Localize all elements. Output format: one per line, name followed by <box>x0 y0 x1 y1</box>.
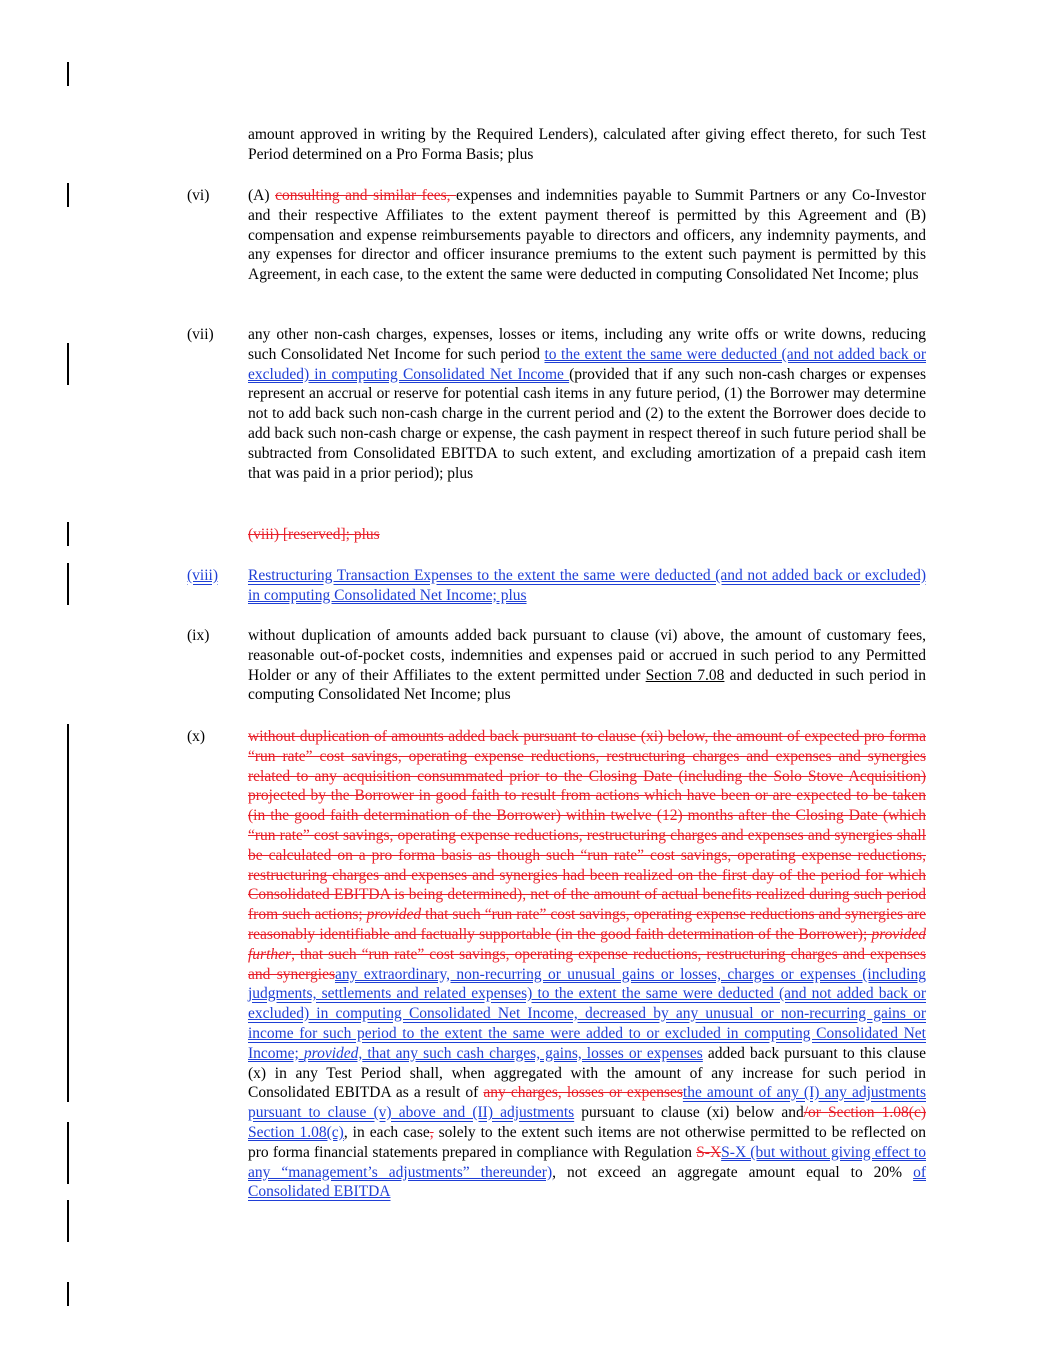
change-bar <box>67 1122 69 1164</box>
clause-number: (vii) <box>187 326 214 343</box>
paragraph-text: amount approved in writing by the Required Lenders), calculated after giving effect thereto, for such Test Period determined on a Pro Forma Basis; plus <box>248 126 926 163</box>
clause-text <box>248 525 926 545</box>
change-bar <box>67 183 69 207</box>
deleted-text: any charges, losses or expenses <box>483 1084 683 1102</box>
clause-text: any other non-cash charges, expenses, losses or items, including any write offs or write downs, reducing such Consolidated Net Income for such period to the extent the same were deducted (and not added back or excluded) in computing Consolidated Net Income (provided that if any such non-cash charges or expenses represent an accrual or reserve for potential cash items in any future period, (1) the Borrower may determine not to add back such non-cash charge in the current period and (2) to the extent the Borrower does decide to add back such non-cash charge or expense, the cash payment in respect thereof in such future period shall be subtracted from Consolidated EBITDA to such extent, and excluding amortization of a prepaid cash item that was paid in a prior period); plus <box>248 326 926 482</box>
deleted-text: consulting and similar fees, <box>275 187 457 204</box>
change-bar <box>67 522 69 546</box>
change-bar <box>67 1164 69 1184</box>
inserted-text: the amount of any (I) any adjustments pursuant to clause (v) above and (II) adjustments <box>248 1084 926 1122</box>
clause-text: (A) consulting and similar fees, expenses and indemnities payable to Summit Partners or any Co-Investor and their respective Affiliates to the extent payment thereof is permitted by this Agreement and (B) compensation and expense reimbursements payable to directors and officers, any indemnity payments, and any expenses for director and officer insurance premiums to the extent such payment is permitted by this Agreement, in each case, to the extent the same were deducted in computing Consolidated Net Income; plus <box>248 187 926 284</box>
section-reference: Section 7.08 <box>645 666 725 684</box>
deleted-text: provided further <box>248 925 926 963</box>
clause-number: (ix) <box>187 627 210 644</box>
inserted-text: of Consolidated EBITDA <box>248 1163 926 1201</box>
change-bar <box>67 62 69 86</box>
clause-text <box>248 566 926 606</box>
change-bar <box>67 1282 69 1306</box>
change-bar <box>67 1200 69 1242</box>
deleted-text: without duplication of amounts added back pursuant to clause (xi) below, the amount of expected pro forma “run rate” cost savings, operating expense reductions, restructuring charges and expenses and synergies related to any acquisition consummated prior to the Closing Date (including the Solo Stove Acquisition) projected by the Borrower in good faith to result from actions which have been or are expected to be taken (in the good faith determination of the Borrower) within twelve (12) months after the Closing Date (which “run rate” cost savings, operating expense reductions, restructuring charges and expenses and synergies shall be calculated on a pro forma basis as though such “run rate” cost savings, operating expense reductions, restructuring charges and expenses and synergies had been realized on the first day of the period for which Consolidated EBITDA is being determined), net of the amount of actual benefits realized during such period from such actions; <box>248 728 926 924</box>
inserted-text: Restructuring Transaction Expenses to the extent the same were deducted (and not added back or excluded) in computing Consolidated Net Income; plus <box>248 567 926 604</box>
clause-number: (x) <box>187 728 206 745</box>
inserted-text: to the extent the same were deducted (and not added back or excluded) in computing Consolidated Net Income <box>248 345 926 383</box>
change-bar <box>67 724 69 1102</box>
deleted-text: that such “run rate” cost savings, operating expense reductions and synergies are reasonably identifiable and factually supportable (in the good faith determination of the Borrower); <box>248 906 926 943</box>
inserted-text: provided, <box>303 1044 363 1062</box>
deleted-text: /or Section 1.08(c) <box>803 1104 926 1122</box>
inserted-text: S-X (but without giving effect to any “management’s adjustments” thereunder) <box>248 1143 926 1181</box>
deleted-text: (viii) [reserved]; plus <box>248 526 380 543</box>
inserted-text: Section 1.08(c) <box>248 1123 344 1141</box>
clause-number: (viii) <box>187 567 218 584</box>
inserted-text: that any such cash charges, gains, losses or expenses <box>362 1044 703 1062</box>
inserted-text: any extraordinary, non-recurring or unusual gains or losses, charges or expenses (including judgments, settlements and related expenses) to the extent the same were deducted (and not added back or excluded) in computing Consolidated Net Income, decreased by any unusual or non-recurring gains or income for such period to the extent the same were added to or excluded in computing Consolidated Net Income; <box>248 965 926 1062</box>
deleted-text: , <box>429 1123 434 1141</box>
clause-number: (vi) <box>187 187 210 204</box>
change-bar <box>67 343 69 385</box>
clause-text: without duplication of amounts added back pursuant to clause (xi) below, the amount of expected pro forma “run rate” cost savings, operating expense reductions, restructuring charges and expenses and synergies related to any acquisition consummated prior to the Closing Date (including the Solo Stove Acquisition) projected by the Borrower in good faith to result from actions which have been or are expected to be taken (in the good faith determination of the Borrower) within twelve (12) months after the Closing Date (which “run rate” cost savings, operating expense reductions, restructuring charges and expenses and synergies shall be calculated on a pro forma basis as though such “run rate” cost savings, operating expense reductions, restructuring charges and expenses and synergies had been realized on the first day of the period for which Consolidated EBITDA is being determined), net of the amount of actual benefits realized during such period from such actions; provided that such “run rate” cost savings, operating expense reductions and synergies are reasonably identifiable and factually supportable (in the good faith determination of the Borrower); provided further, that such “run rate” cost savings, operating expense reductions, restructuring charges and expenses and synergiesany extraordinary, non-recurring or unusual gains or losses, charges or expenses (including judgments, settlements and related expenses) to the extent the same were deducted (and not added back or excluded) in computing Consolidated Net Income, decreased by any unusual or non-recurring gains or income for such period to the extent the same were added to or excluded in computing Consolidated Net Income; provided, that any such cash charges, gains, losses or expenses added back pursuant to this clause (x) in any Test Period shall, when aggregated with the amount of any increase for such period in Consolidated EBITDA as a result of any charges, losses or expensesthe amount of any (I) any adjustments pursuant to clause (v) above and (II) adjustments pursuant to clause (xi) below and/or Section 1.08(c) Section 1.08(c), in each case, solely to the extent such items are not otherwise permitted to be reflected on pro forma financial statements prepared in compliance with Regulation S-XS-X (but without giving effect to any “management’s adjustments” thereunder), not exceed an aggregate amount equal to 20% of Consolidated EBITDA <box>248 728 927 1201</box>
clause-text: without duplication of amounts added back pursuant to clause (vi) above, the amount of customary fees, reasonable out-of-pocket costs, indemnities and expenses paid or accrued in such period to any Permitted Holder or any of their Affiliates to the extent permitted under Section 7.08 and deducted in such period in computing Consolidated Net Income; plus <box>248 627 926 704</box>
deleted-text: , that such “run rate” cost savings, operating expense reductions, restructuring charges and expenses and synergies <box>248 945 926 983</box>
deleted-text: provided <box>366 906 422 924</box>
change-bar <box>67 563 69 605</box>
deleted-text: S-X <box>696 1143 722 1161</box>
